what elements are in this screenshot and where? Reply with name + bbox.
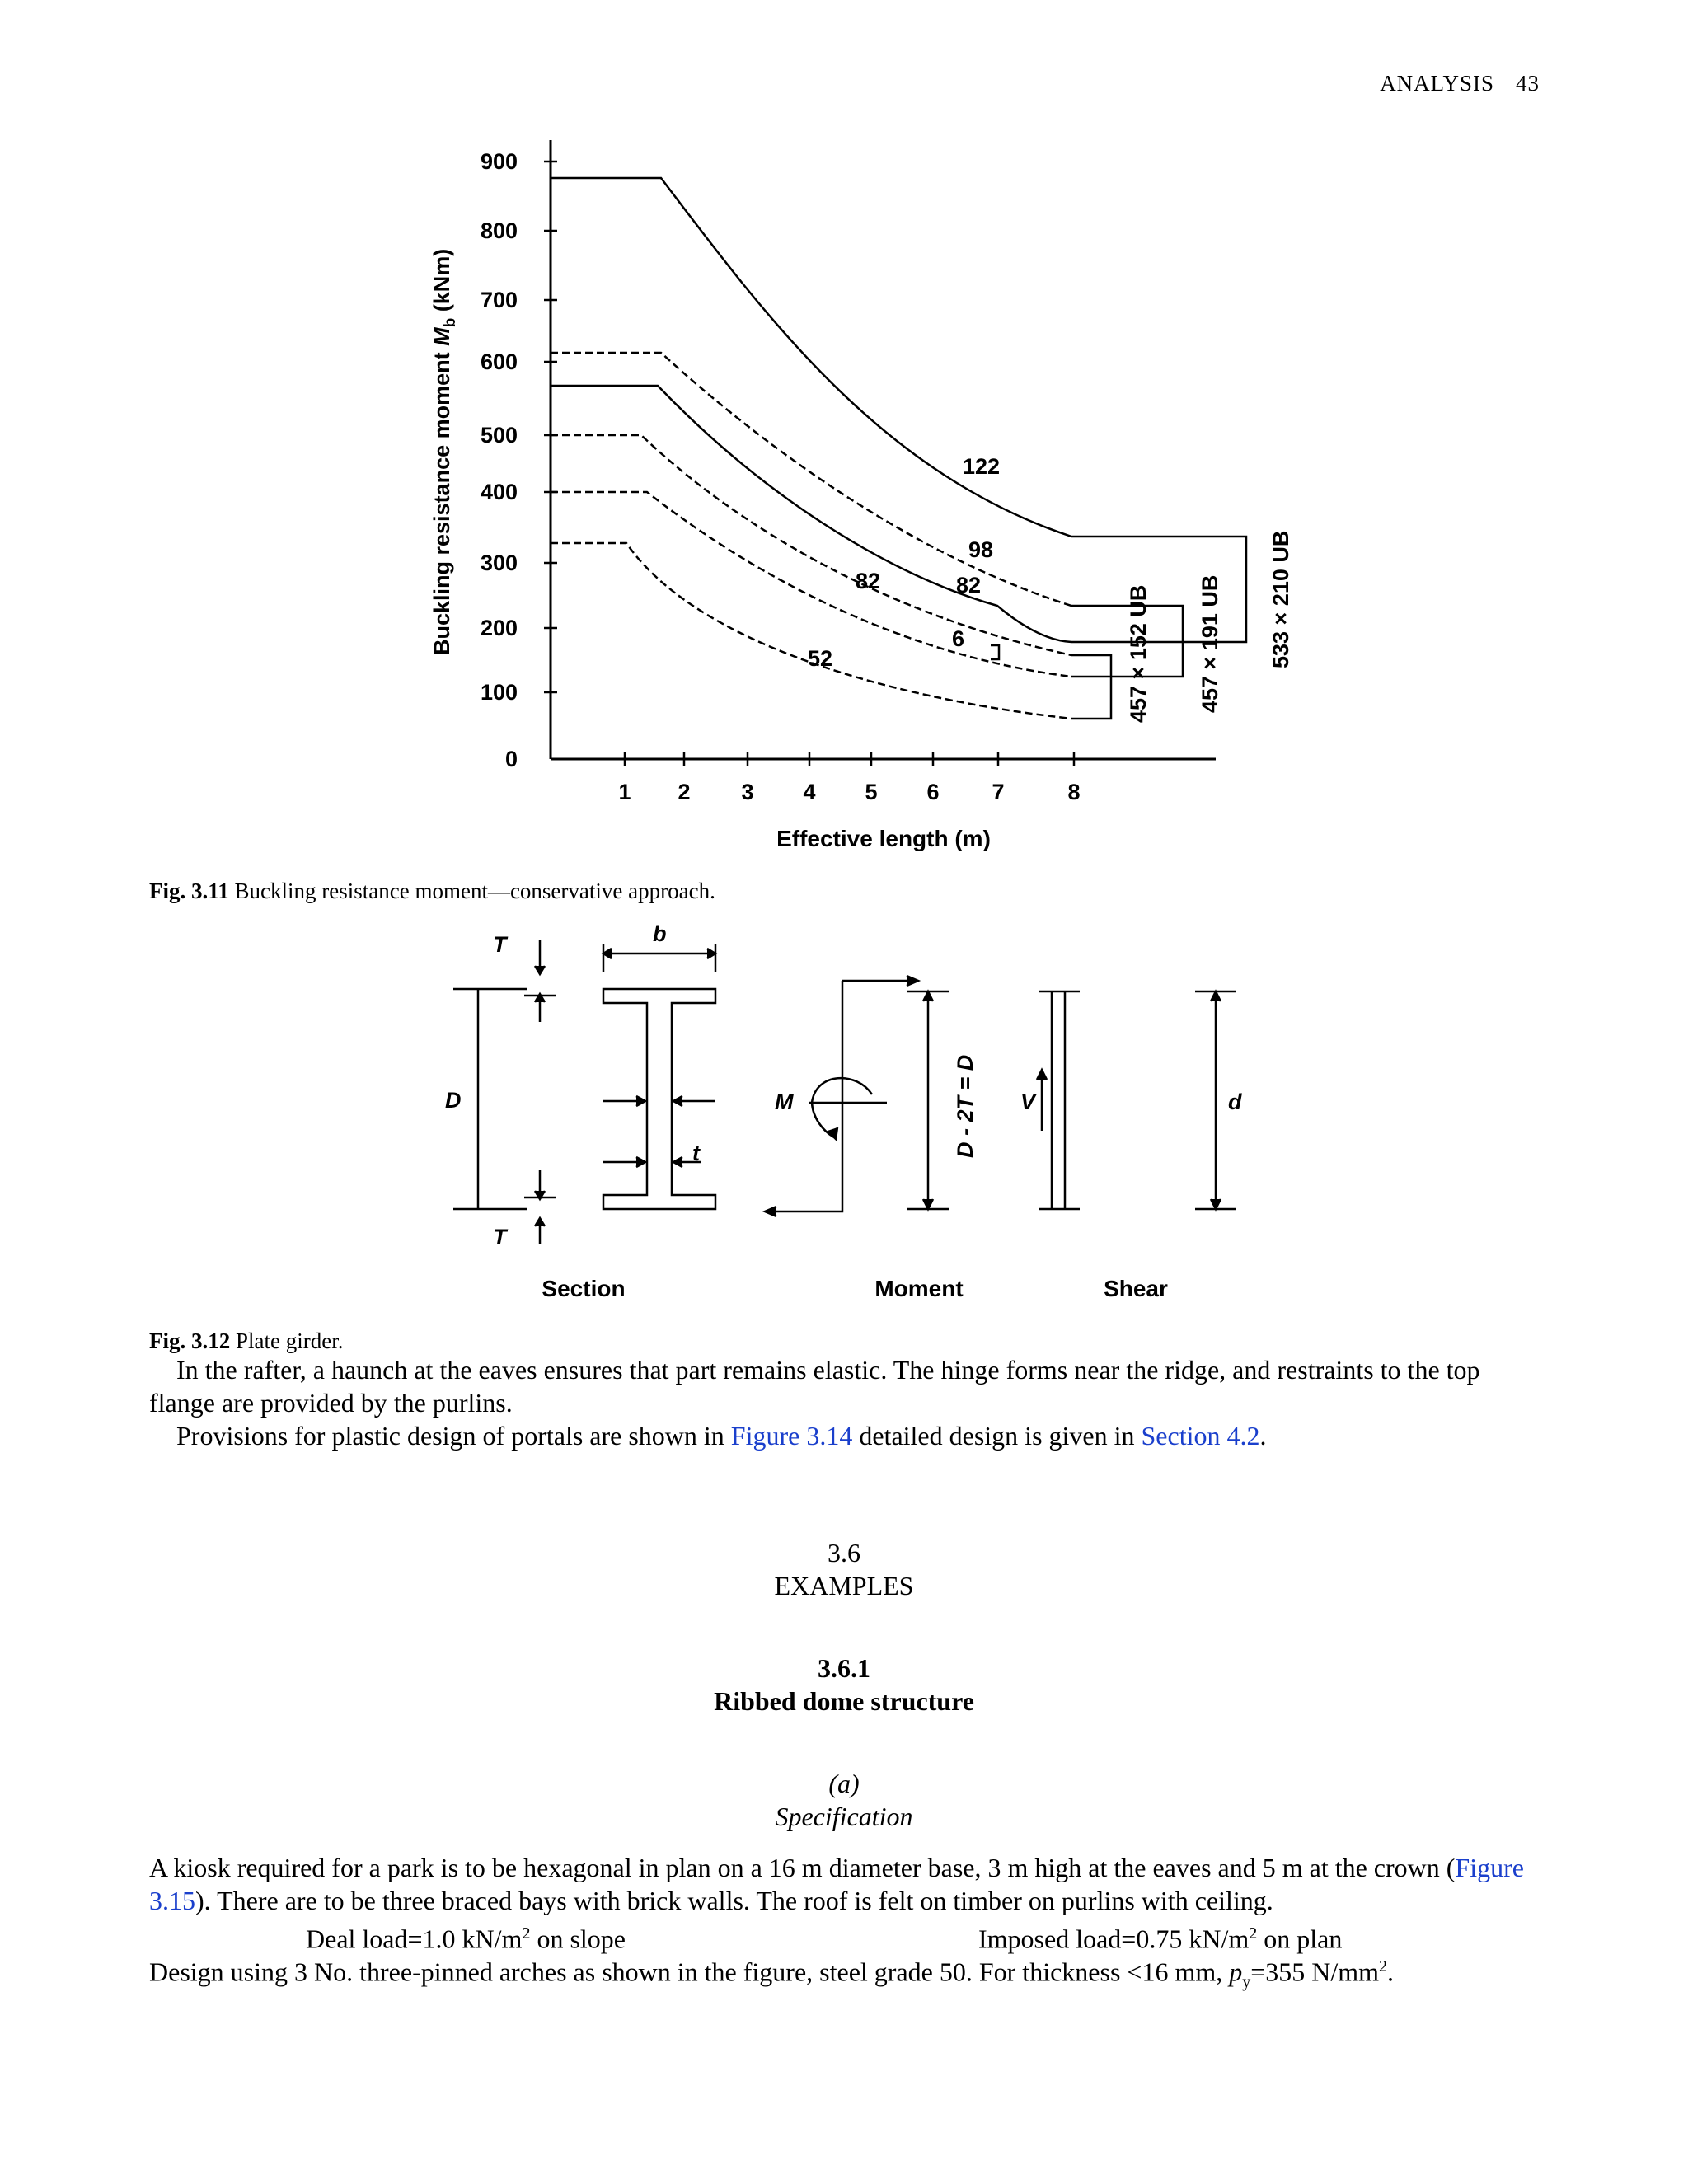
curve-label-98: 98	[968, 537, 994, 562]
curve-label-52: 52	[808, 646, 833, 671]
subsubsection-number: (a)	[828, 1769, 860, 1798]
x-tick-7: 7	[992, 780, 1005, 804]
y-tick-300: 300	[480, 551, 518, 575]
imposed-load: Imposed load=0.75 $kN/m^2$ on plan	[978, 1924, 1343, 1954]
section-label-457x191: 457 × 191 UB	[1198, 574, 1222, 713]
figure-3-12-caption-text: Plate girder.	[236, 1329, 344, 1353]
paragraph-design: Design using 3 No. three-pinned arches as shown in the figure, steel grade 50. For thickness <16 mm, $p_y=355$ $N/mm^2$.	[149, 1957, 1395, 1992]
figure-3-11-label: Fig. 3.11	[149, 879, 229, 903]
running-header	[1358, 71, 1540, 96]
y-tick-400: 400	[480, 480, 518, 504]
symbol-D: D	[445, 1088, 462, 1113]
curve-label-82b: 82	[956, 573, 982, 598]
paragraph-specification: A kiosk required for a park is to be hexagonal in plan on a 16 m diameter base, 3 m high at the eaves and 5 m at the crown (Figure 3.15). There are to be three braced bays with brick walls. The roof is felt on timber on purlins with ceiling.	[149, 1853, 1524, 1915]
y-tick-900: 900	[480, 149, 518, 174]
link-figure-3-14[interactable]: Figure 3.14	[730, 1421, 853, 1451]
paragraph-provisions: Provisions for plastic design of portals are shown in Figure 3.14 detailed design is given in Section 4.2.	[176, 1421, 1267, 1451]
link-figure-3-15[interactable]: Figure 3.15	[149, 1853, 1524, 1915]
curve-52-dashed	[551, 543, 1071, 719]
header-section: ANALYSIS	[1380, 71, 1494, 96]
figure-3-11-chart	[420, 128, 1368, 869]
symbol-t: t	[692, 1141, 700, 1165]
symbol-d: d	[1228, 1090, 1242, 1114]
section-457x152-box	[1071, 655, 1111, 719]
link-section-4-2[interactable]: Section 4.2	[1141, 1421, 1260, 1451]
paragraph-rafter: In the rafter, a haunch at the eaves ensures that part remains elastic. The hinge forms near the ridge, and restraints to the top flange are provided by the purlins.	[149, 1355, 1480, 1418]
x-axis-label: Effective length (m)	[776, 826, 991, 851]
curve-122-solid	[551, 178, 1246, 642]
x-tick-3: 3	[741, 780, 754, 804]
x-tick-8: 8	[1067, 780, 1081, 804]
curve-label-122: 122	[963, 454, 1001, 479]
x-tick-2: 2	[678, 780, 691, 804]
symbol-V: V	[1020, 1090, 1036, 1114]
y-tick-0: 0	[504, 747, 518, 771]
figure-3-12-diagram	[429, 923, 1253, 1319]
y-axis-label: Buckling resistance moment $M_b$ (kNm)	[429, 248, 459, 655]
figure-3-11-caption-text: Buckling resistance moment—conservative approach.	[234, 879, 715, 903]
y-tick-100: 100	[480, 680, 518, 705]
y-tick-600: 600	[480, 349, 518, 374]
symbol-M: M	[775, 1090, 794, 1114]
symbol-T-top: T	[493, 932, 507, 957]
x-tick-5: 5	[865, 780, 878, 804]
curve-82-solid	[551, 386, 1071, 642]
y-tick-700: 700	[480, 288, 518, 312]
panel-label-section: Section	[542, 1276, 626, 1301]
figure-3-12-label: Fig. 3.12	[149, 1329, 231, 1353]
y-axis	[551, 140, 1216, 759]
panel-label-shear: Shear	[1104, 1276, 1168, 1301]
subsection-title: Ribbed dome structure	[714, 1686, 974, 1716]
figure-3-12-caption	[149, 1329, 343, 1354]
section-label-533x210: 533 × 210 UB	[1268, 530, 1293, 668]
section-title: EXAMPLES	[774, 1571, 914, 1601]
curve-98-dashed	[551, 353, 1071, 606]
figure-3-11-caption	[149, 879, 715, 904]
x-tick-6: 6	[926, 780, 940, 804]
y-tick-800: 800	[480, 218, 518, 243]
curve-label-6: 6	[952, 626, 965, 651]
section-label-457x152: 457 × 152 UB	[1126, 584, 1151, 723]
subsubsection-title: Specification	[775, 1802, 913, 1831]
x-tick-1: 1	[618, 780, 631, 804]
section-number: 3.6	[828, 1538, 860, 1568]
symbol-web-depth: D - 2T = D	[953, 1054, 978, 1158]
i-section-outline	[603, 989, 715, 1209]
y-tick-200: 200	[480, 616, 518, 640]
symbol-T-bottom: T	[493, 1225, 507, 1249]
curve-6-bracket	[991, 645, 999, 659]
x-tick-4: 4	[803, 780, 816, 804]
panel-label-moment: Moment	[874, 1276, 964, 1301]
symbol-b: b	[653, 923, 667, 946]
y-tick-500: 500	[480, 423, 518, 448]
header-page-number: 43	[1516, 71, 1540, 96]
dead-load: Deal load=1.0 $kN/m^2$ on slope	[306, 1924, 626, 1954]
curve-label-82a: 82	[856, 569, 881, 593]
subsection-number: 3.6.1	[818, 1653, 870, 1683]
